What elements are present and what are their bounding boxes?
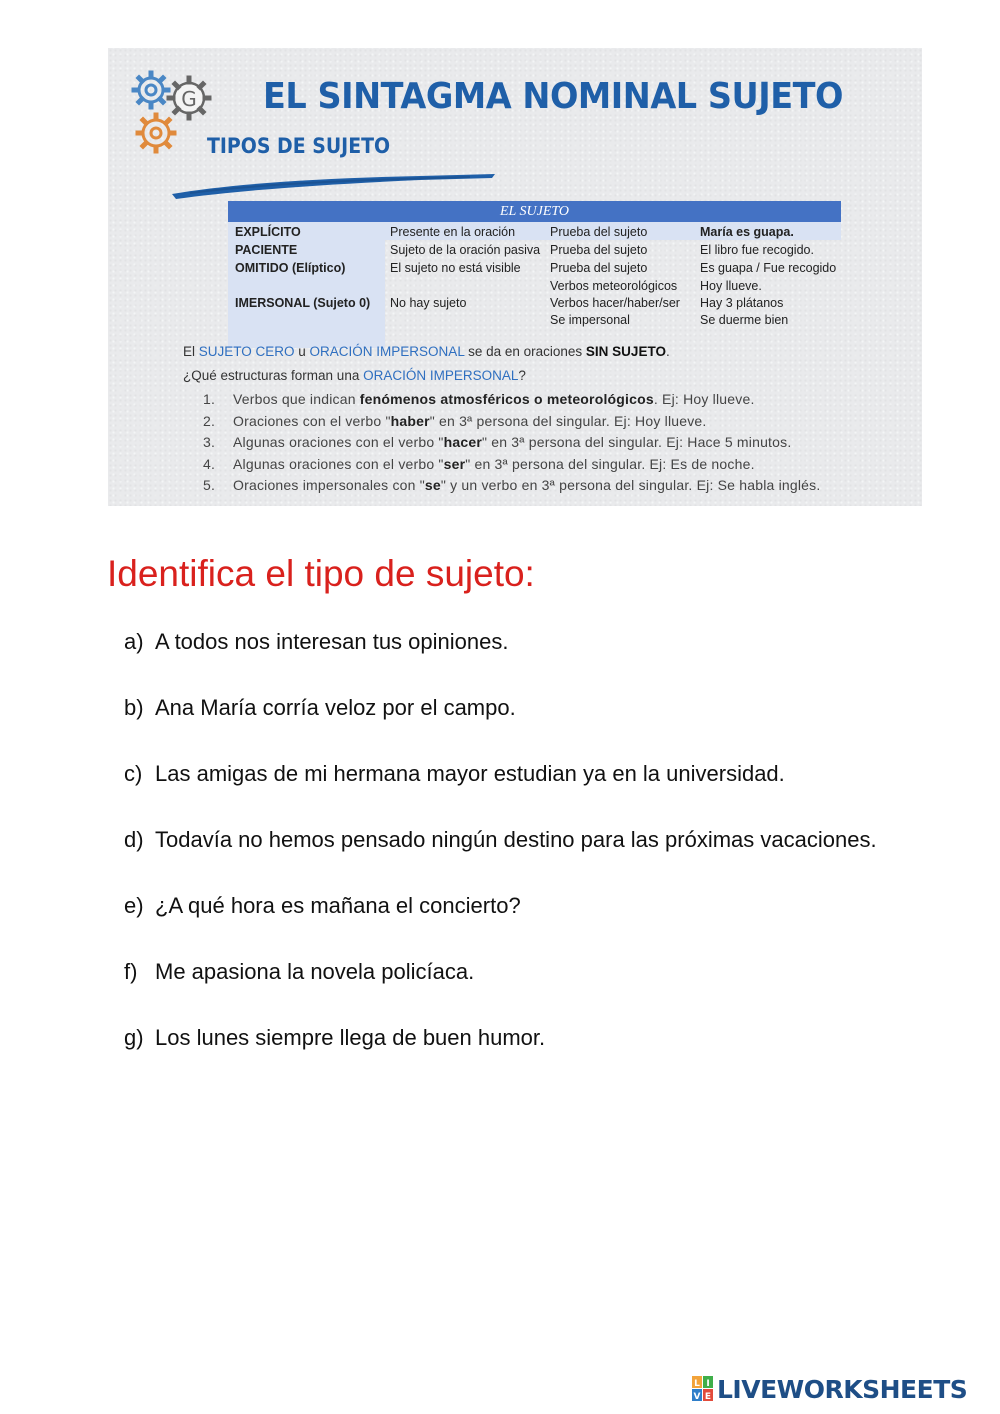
sentence-letter: b) xyxy=(124,695,144,720)
table-cell: PACIENTE xyxy=(235,243,298,257)
infographic-title: EL SINTAGMA NOMINAL SUJETO xyxy=(263,76,843,117)
exercise-sentences xyxy=(124,620,915,1082)
gear-letter: G xyxy=(181,87,197,111)
sentence-text: A todos nos interesan tus opiniones. xyxy=(155,629,509,654)
list-item: 2. Oraciones con el verbo "haber" en 3ª persona del singular. Ej: Hoy llueve. xyxy=(203,412,707,429)
list-item: 3. Algunas oraciones con el verbo "hacer" en 3ª persona del singular. Ej: Hace 5 minutos. xyxy=(203,434,792,450)
sentence-letter: e) xyxy=(124,893,144,918)
exercise-sentence xyxy=(124,686,915,730)
exercise-sentence xyxy=(124,620,915,664)
table-cell: No hay sujeto xyxy=(390,296,467,310)
table-cell: Presente en la oración xyxy=(390,225,516,239)
sujeto-cero-definition: El SUJETO CERO u ORACIÓN IMPERSONAL se da en oraciones SIN SUJETO. xyxy=(183,344,670,359)
exercise-title: Identifica el tipo de sujeto: xyxy=(107,553,535,594)
liveworksheets-logo[interactable] xyxy=(692,1374,967,1404)
sentence-text: Todavía no hemos pensado ningún destino para las próximas vacaciones. xyxy=(155,827,877,852)
exercise-sentence xyxy=(124,884,915,928)
table-cell: OMITIDO (Elíptico) xyxy=(235,261,346,275)
sentence-letter: f) xyxy=(124,959,138,984)
brush-stroke-decoration xyxy=(170,172,500,202)
table-cell: Verbos hacer/haber/ser xyxy=(550,296,680,310)
impersonal-question: ¿Qué estructuras forman una ORACIÓN IMPERSONAL? xyxy=(183,368,526,383)
table-cell: Se impersonal xyxy=(550,313,630,327)
sentence-text: Ana María corría veloz por el campo. xyxy=(155,695,516,720)
svg-text:L: L xyxy=(694,1379,700,1389)
infographic-subtitle: TIPOS DE SUJETO xyxy=(207,134,391,158)
sentence-text: ¿A qué hora es mañana el concierto? xyxy=(155,893,521,918)
exercise-sentence xyxy=(124,1016,915,1060)
sujeto-infographic xyxy=(108,48,922,506)
table-cell: IMERSONAL (Sujeto 0) xyxy=(235,296,371,310)
table-cell: Prueba del sujeto xyxy=(550,225,648,239)
svg-text:V: V xyxy=(693,1392,701,1402)
table-cell: Prueba del sujeto xyxy=(550,261,648,275)
svg-text:E: E xyxy=(704,1392,712,1402)
sentence-letter: d) xyxy=(124,827,144,852)
table-cell: Verbos meteorológicos xyxy=(550,279,678,293)
table-cell: El libro fue recogido. xyxy=(700,243,814,257)
table-cell: María es guapa. xyxy=(700,225,794,239)
list-item: 4. Algunas oraciones con el verbo "ser" en 3ª persona del singular. Ej: Es de noche. xyxy=(203,455,755,472)
exercise-sentence xyxy=(124,752,915,796)
table-cell: Hay 3 plátanos xyxy=(700,296,784,310)
table-header: EL SUJETO xyxy=(228,201,841,222)
table-cell: El sujeto no está visible xyxy=(390,261,521,275)
impersonal-rules-list xyxy=(203,389,820,497)
table-cell: Es guapa / Fue recogido xyxy=(700,261,837,275)
sentence-text: Los lunes siempre llega de buen humor. xyxy=(155,1025,546,1050)
table-cell: Prueba del sujeto xyxy=(550,243,648,257)
sujeto-table xyxy=(228,201,841,348)
table-cell: Hoy llueve. xyxy=(700,279,762,293)
liveworksheets-icon xyxy=(692,1376,714,1402)
exercise-sentence xyxy=(124,818,890,862)
list-item: 1. Verbos que indican fenómenos atmosféricos o meteorológicos. Ej: Hoy llueve. xyxy=(203,391,755,407)
table-cell: EXPLÍCITO xyxy=(235,225,301,239)
table-cell: Sujeto de la oración pasiva xyxy=(390,243,541,257)
list-item: 5. Oraciones impersonales con "se" y un verbo en 3ª persona del singular. Ej: Se habla inglés. xyxy=(203,477,821,493)
svg-text:I: I xyxy=(706,1379,710,1389)
sentence-text: Me apasiona la novela policíaca. xyxy=(155,959,475,984)
sentence-letter: c) xyxy=(124,761,143,786)
sentence-letter: g) xyxy=(124,1025,144,1050)
sentence-text: Las amigas de mi hermana mayor estudian ya en la universidad. xyxy=(155,761,785,786)
sentence-letter: a) xyxy=(124,629,144,654)
liveworksheets-text: LIVEWORKSHEETS xyxy=(717,1374,968,1404)
exercise-sentence xyxy=(124,950,915,994)
table-cell: Se duerme bien xyxy=(700,313,789,327)
